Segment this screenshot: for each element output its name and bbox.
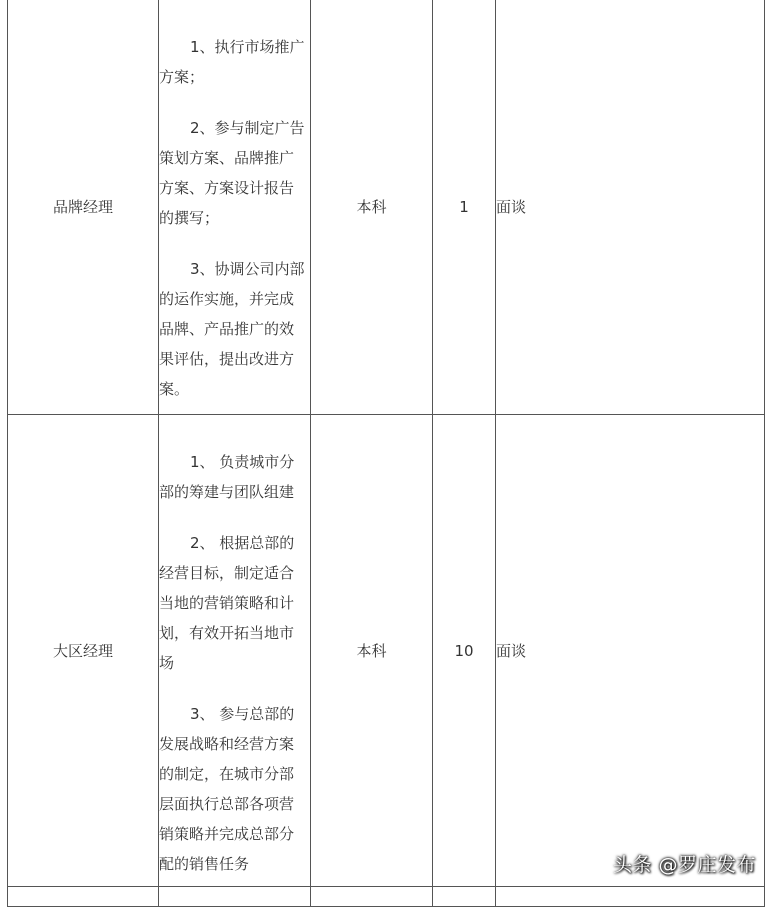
duty-item: 1、执行市场推广方案； (159, 38, 305, 86)
salary-cell: 面谈 (496, 415, 765, 887)
empty-cell (8, 887, 159, 907)
salary-cell: 面谈 (496, 0, 765, 415)
empty-cell (159, 887, 311, 907)
duty-item: 3、 参与总部的发展战略和经营方案的制定，在城市分部层面执行总部各项营销策略并完成总部分配的销售任务 (159, 704, 295, 873)
duty-item: 3、协调公司内部的运作实施，并完成品牌、产品推广的效果评估，提出改进方案。 (159, 260, 305, 398)
table-row (8, 0, 765, 415)
watermark-text: 头条 @罗庄发布 (612, 854, 756, 876)
headcount-cell: 10 (433, 415, 496, 887)
table-row (8, 887, 765, 907)
job-duties-cell (159, 0, 311, 415)
job-table (7, 0, 765, 907)
headcount-cell: 1 (433, 0, 496, 415)
empty-cell (496, 887, 765, 907)
duty-item: 2、 根据总部的经营目标，制定适合当地的营销策略和计划，有效开拓当地市场 (159, 533, 295, 672)
table-row (8, 415, 765, 887)
empty-cell (311, 887, 433, 907)
duty-item: 1、 负责城市分部的筹建与团队组建 (159, 452, 295, 501)
empty-cell (433, 887, 496, 907)
job-title-cell: 大区经理 (8, 415, 159, 887)
education-cell: 本科 (311, 0, 433, 415)
job-duties-cell (159, 415, 311, 887)
duty-item: 2、参与制定广告策划方案、品牌推广方案、方案设计报告的撰写； (159, 119, 305, 227)
job-title-cell: 品牌经理 (8, 0, 159, 415)
education-cell: 本科 (311, 415, 433, 887)
